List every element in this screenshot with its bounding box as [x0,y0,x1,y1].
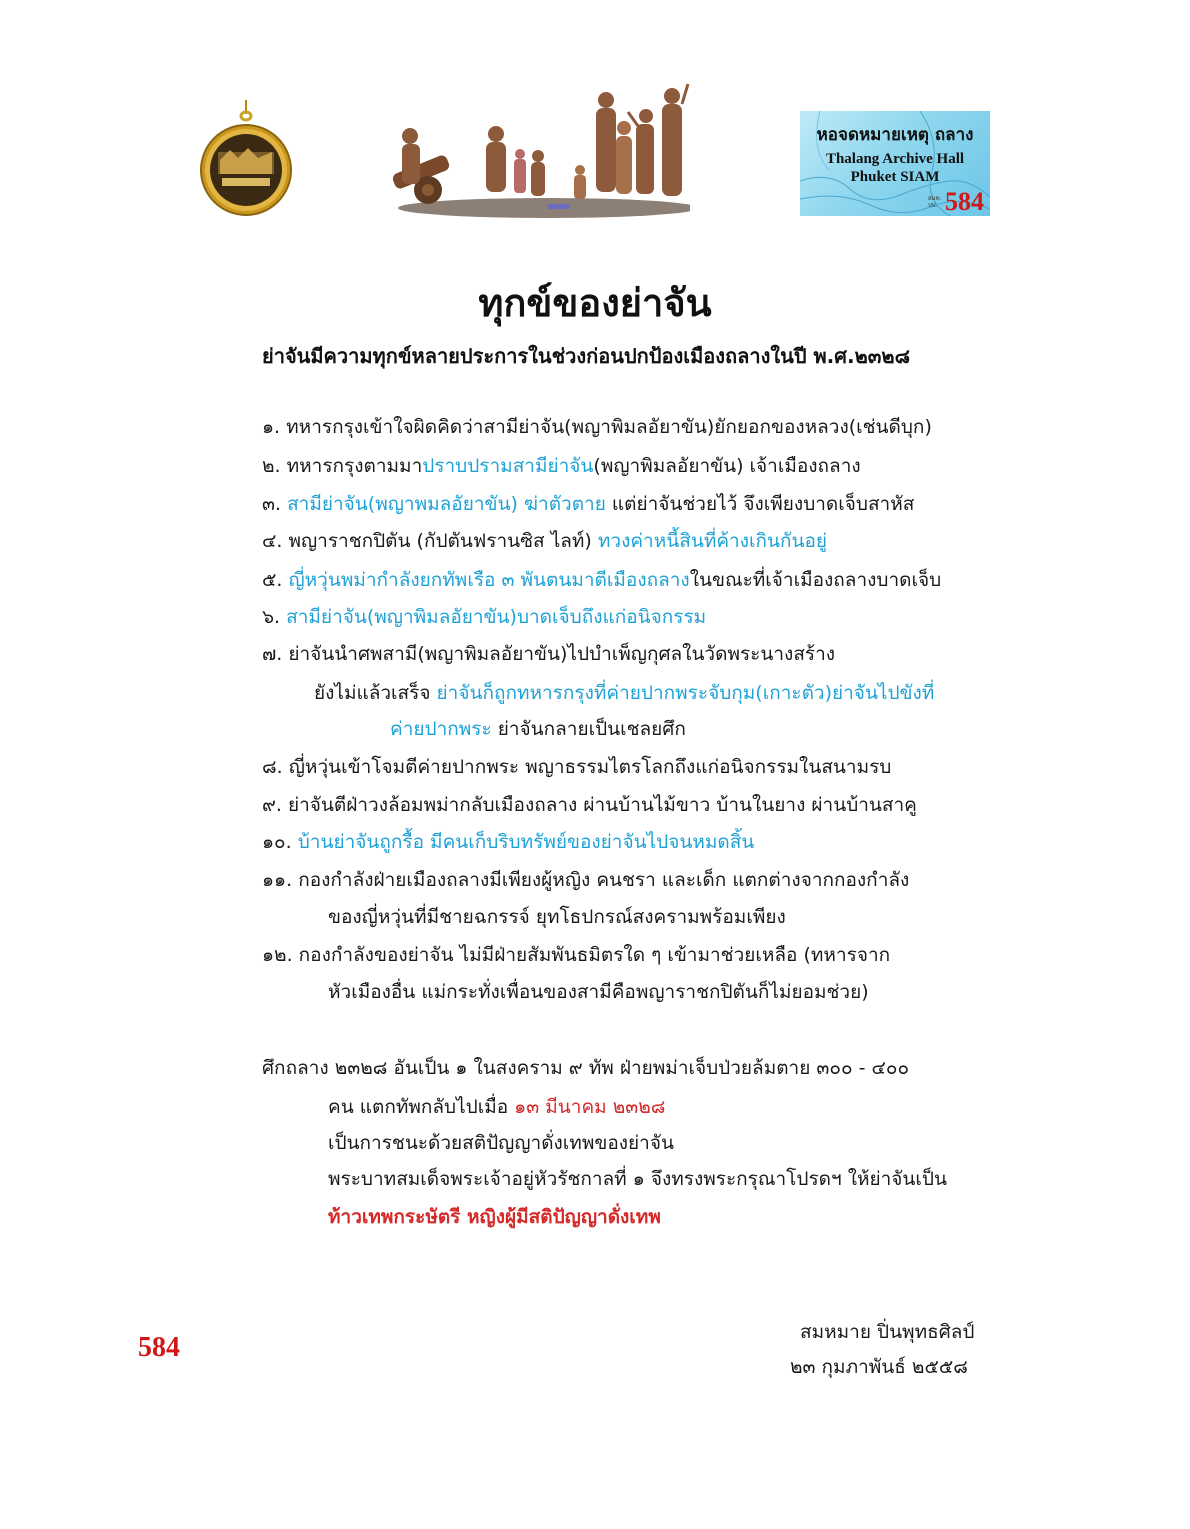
list-item-text: ของญี่หวุ่นที่มีชายฉกรรจ์ ยุทโธปกรณ์สงครามพร้อมเพียง [328,906,786,928]
list-item-text: ๑. ทหารกรุงเข้าใจผิดคิดว่าสามีย่าจัน(พญาพิมลอัยาขัน)ยักยอกของหลวง(เช่นดีบุก) [262,416,932,438]
list-item-2 [262,451,861,481]
logo-small-text-1: สมท. [928,195,942,202]
list-item-text: ๑๒. กองกำลังของย่าจัน ไม่มีฝ่ายสัมพันธมิตรใด ๆ เข้ามาช่วยเหลือ (ทหารจาก [262,944,891,966]
list-item-highlight: สามีย่าจัน(พญาพิมลอัยาขัน)บาดเจ็บถึงแก่อนิจกรรม [286,606,707,628]
page-subtitle: ย่าจันมีความทุกข์หลายประการในช่วงก่อนปกป้องเมืองถลางในปี พ.ศ.๒๓๒๘ [262,344,911,368]
list-item-3 [262,489,914,519]
list-item-highlight: ปราบปรามสามีย่าจัน [422,455,594,477]
summary-line-2 [328,1092,665,1122]
list-item-text: ๒. ทหารกรุงตามมา [262,455,423,477]
summary-text: ศึกถลาง ๒๓๒๘ อันเป็น ๑ ในสงคราม ๙ ทัพ ฝ่ายพม่าเจ็บป่วยล้มตาย ๓๐๐ - ๔๐๐ [262,1057,910,1079]
list-item-highlight: ค่ายปากพระ [390,718,492,740]
list-item-text: ๓. [262,493,288,515]
heroines-statue-image [388,78,690,218]
list-item-text: ยังไม่แล้วเสร็จ [314,682,437,704]
list-item-highlight: สามีย่าจัน(พญาพมลอัยาขัน) ฆ่าตัวตาย [287,493,606,515]
list-item-1 [262,412,932,442]
logo-small-text-2: ปป. [928,202,938,209]
summary-text: เป็นการชนะด้วยสติปัญญาดั่งเทพของย่าจัน [328,1132,674,1154]
summary-line-3 [328,1128,674,1158]
list-item-8 [262,752,891,782]
list-item-12-continued [328,977,869,1007]
list-item-text: ๔. พญาราชกปิตัน (กัปตันฟรานซิส ไลท์) [262,530,598,552]
logo-thai-title: หอจดหมายเหตุ ถลาง [816,125,974,145]
list-item-4 [262,526,827,556]
list-item-text: หัวเมืองอื่น แม่กระทั่งเพื่อนของสามีคือพญาราชกปิตันก็ไม่ยอมช่วย) [328,981,869,1003]
list-item-7-continued-2 [390,714,686,744]
list-item-highlight: ทวงค่าหนี้สินที่ค้างเกินกันอยู่ [597,530,828,552]
list-item-5 [262,565,941,595]
summary-date-highlight: ๑๓ มีนาคม ๒๓๒๘ [514,1096,666,1118]
list-item-text: แต่ย่าจันช่วยไว้ จึงเพียงบาดเจ็บสาหัส [605,493,915,515]
summary-text: คน แตกทัพกลับไปเมื่อ [328,1096,515,1118]
list-item-highlight: บ้านย่าจันถูกรื้อ มีคนเก็บริบทรัพย์ของย่าจันไปจนหมดสิ้น [297,831,755,853]
logo-english-location: Phuket SIAM [850,169,940,185]
list-item-highlight: ญี่หวุ่นพม่ากำลังยกทัพเรือ ๓ พันตนมาตีเมืองถลาง [288,569,690,591]
summary-line-1 [262,1053,909,1083]
archive-logo [800,111,990,216]
list-item-11 [262,865,909,895]
list-item-text: ๑๑. กองกำลังฝ่ายเมืองถลางมีเพียงผู้หญิง คนชรา และเด็ก แตกต่างจากกองกำลัง [262,869,910,891]
summary-line-4 [328,1164,947,1194]
list-item-9 [262,790,917,820]
list-item-text: ๑๐. [262,831,298,853]
list-item-12 [262,940,890,970]
list-item-text: ย่าจันกลายเป็นเชลยศึก [491,718,686,740]
summary-title-highlight: ท้าวเทพกระษัตรี หญิงผู้มีสติปัญญาดั่งเทพ [328,1206,661,1228]
logo-small-text [928,195,941,209]
list-item-text: ในขณะที่เจ้าเมืองถลางบาดเจ็บ [689,569,942,591]
list-item-highlight: ย่าจันก็ถูกทหารกรุงที่ค่ายปากพระจับกุม(เกาะตัว)ย่าจันไปขังที่ [436,682,935,704]
list-item-11-continued [328,902,786,932]
author-name: สมหมาย ปิ่นพุทธศิลป์ [800,1321,975,1343]
list-item-text: ๙. ย่าจันตีฝ่าวงล้อมพม่ากลับเมืองถลาง ผ่านบ้านไม้ขาว บ้านในยาง ผ่านบ้านสาคู [262,794,917,816]
list-item-text: ๗. ย่าจันนำศพสามี(พญาพิมลอัยาขัน)ไปบำเพ็ญกุศลในวัดพระนางสร้าง [262,643,836,665]
list-item-6 [262,602,706,632]
list-item-text: ๕. [262,569,289,591]
medal-coin-image [200,100,292,218]
list-item-text: ๘. ญี่หวุ่นเข้าโจมตีค่ายปากพระ พญาธรรมไตรโลกถึงแก่อนิจกรรมในสนามรบ [262,756,892,778]
page-number: 584 [138,1332,180,1363]
summary-text: พระบาทสมเด็จพระเจ้าอยู่หัวรัชกาลที่ ๑ จึงทรงพระกรุณาโปรดฯ ให้ย่าจันเป็น [328,1168,947,1190]
page-title: ทุกข์ของย่าจัน [478,281,712,325]
list-item-7-continued [314,678,934,708]
author-date: ๒๓ กุมภาพันธ์ ๒๕๕๘ [790,1356,968,1378]
logo-english-title: Thalang Archive Hall [825,151,965,167]
summary-line-5 [328,1202,661,1232]
list-item-text: ๖. [262,606,287,628]
list-item-text: (พญาพิมลอัยาขัน) เจ้าเมืองถลาง [593,455,861,477]
logo-document-number: 584 [945,187,984,216]
list-item-10 [262,827,754,857]
list-item-7 [262,639,835,669]
